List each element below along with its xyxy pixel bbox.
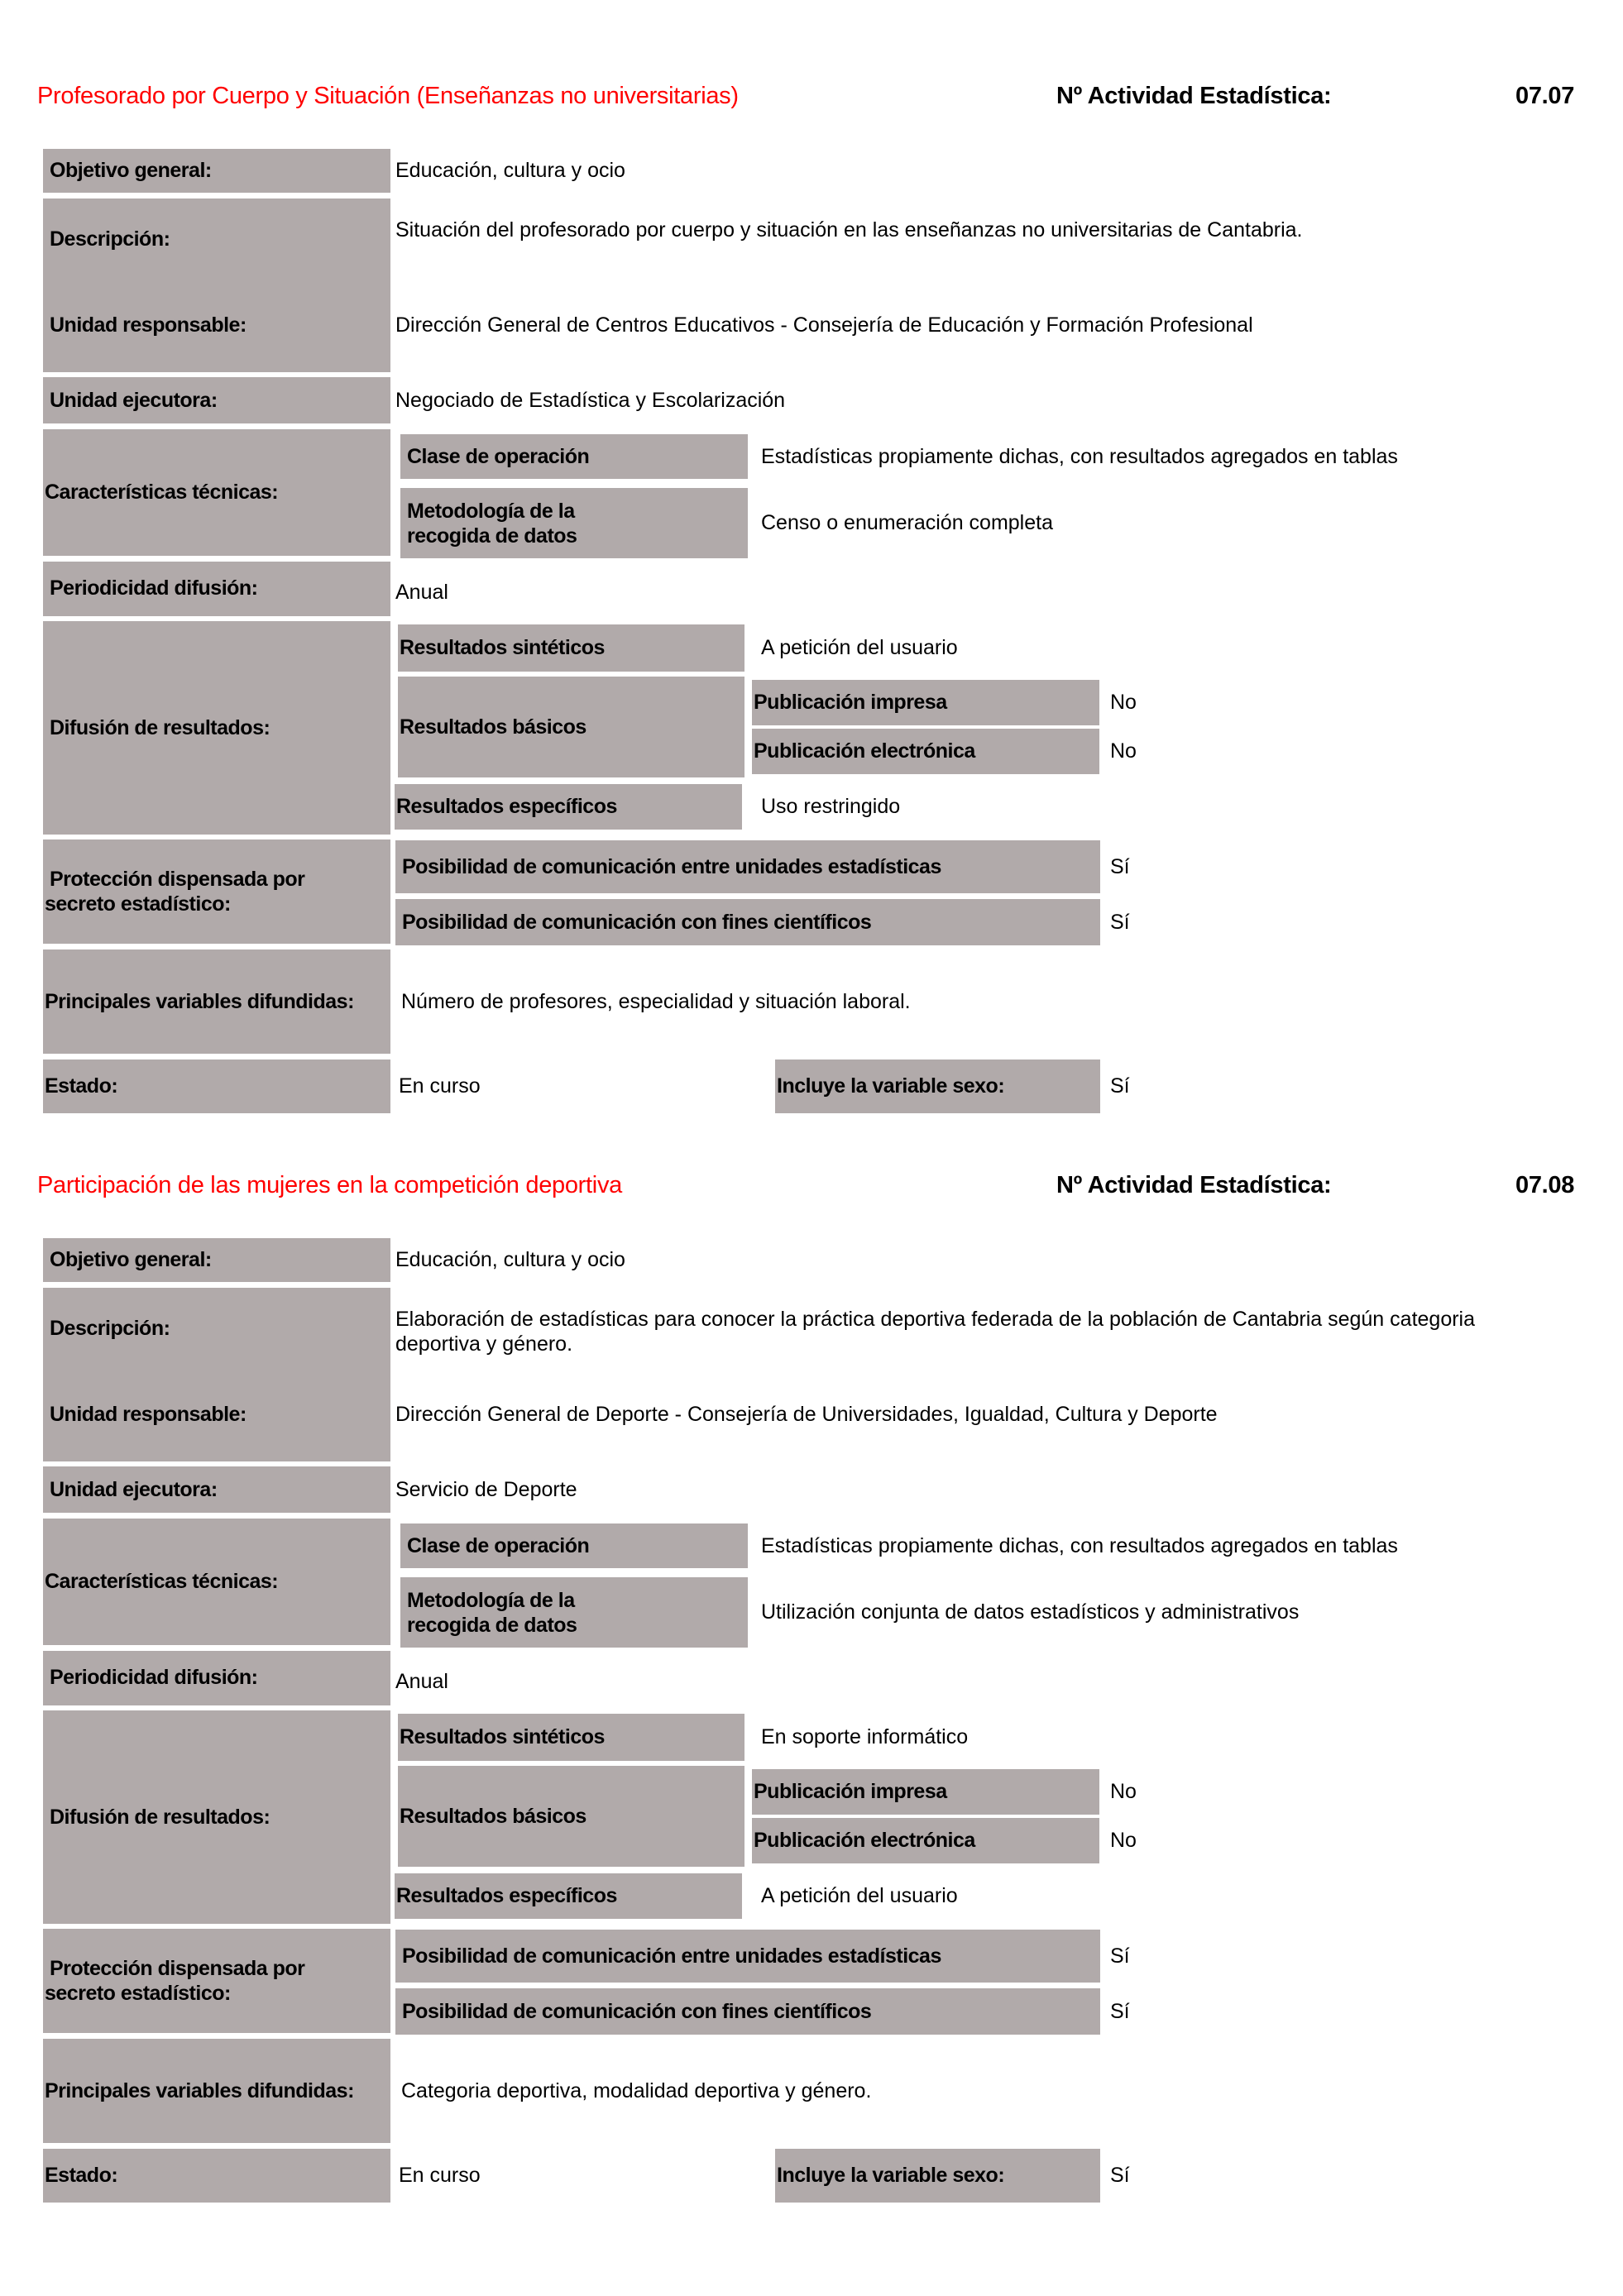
- objetivo-value: Educación, cultura y ocio: [395, 1248, 625, 1271]
- metodologia-label-line-1: Metodología de la: [407, 1588, 575, 1612]
- publicacion-impresa-value: No: [1110, 1780, 1137, 1803]
- proteccion-label: [43, 1929, 390, 2033]
- incluye-sexo-label: Incluye la variable sexo:: [775, 1060, 1100, 1113]
- periodicidad-label: Periodicidad difusión:: [43, 562, 390, 616]
- unidad-responsable-value: Dirección General de Centros Educativos - Consejería de Educación y Formación Profesional: [395, 313, 1253, 337]
- posibilidad-cientificos-value: Sí: [1110, 1999, 1130, 2023]
- activity-title: Profesorado por Cuerpo y Situación (Enseñanzas no universitarias): [37, 83, 739, 109]
- resultados-basicos-label: Resultados básicos: [398, 677, 744, 777]
- activity-title: Participación de las mujeres en la competición deportiva: [37, 1172, 622, 1198]
- metodologia-label-line-1: Metodología de la: [407, 499, 575, 523]
- unidad-responsable-label: Unidad responsable:: [50, 1403, 247, 1426]
- publicacion-impresa-label: Publicación impresa: [752, 680, 1099, 725]
- resultados-especificos-value: A petición del usuario: [761, 1884, 958, 1907]
- periodicidad-label: Periodicidad difusión:: [43, 1651, 390, 1705]
- metodologia-value: Censo o enumeración completa: [761, 511, 1053, 534]
- resultados-especificos-label: Resultados específicos: [395, 784, 742, 830]
- objetivo-value: Educación, cultura y ocio: [395, 159, 625, 182]
- estado-value: En curso: [399, 1074, 481, 1098]
- posibilidad-cientificos-label: Posibilidad de comunicación con fines científicos: [395, 899, 1100, 945]
- unidad-ejecutora-label: Unidad ejecutora:: [43, 1466, 390, 1513]
- metodologia-label-line-2: recogida de datos: [407, 1613, 577, 1637]
- resultados-especificos-value: Uso restringido: [761, 795, 901, 818]
- periodicidad-value: Anual: [395, 581, 448, 604]
- resultados-basicos-label: Resultados básicos: [398, 1766, 744, 1867]
- proteccion-label-line-2: secreto estadístico:: [45, 892, 231, 916]
- incluye-sexo-value: Sí: [1110, 2164, 1130, 2187]
- posibilidad-cientificos-label: Posibilidad de comunicación con fines científicos: [395, 1988, 1100, 2035]
- descripcion-responsable-block: [43, 1288, 390, 1461]
- publicacion-impresa-label: Publicación impresa: [752, 1769, 1099, 1815]
- proteccion-label: [43, 839, 390, 944]
- resultados-sinteticos-label: Resultados sintéticos: [398, 624, 744, 672]
- periodicidad-value: Anual: [395, 1670, 448, 1693]
- posibilidad-unidades-label: Posibilidad de comunicación entre unidades estadísticas: [395, 840, 1100, 893]
- estado-label: Estado:: [43, 2149, 390, 2203]
- descripcion-label: Descripción:: [50, 1317, 170, 1340]
- clase-operacion-label: Clase de operación: [400, 434, 748, 479]
- caracteristicas-label: Características técnicas:: [43, 1519, 390, 1645]
- resultados-sinteticos-value: En soporte informático: [761, 1725, 969, 1748]
- descripcion-value: [395, 218, 1587, 242]
- objetivo-label: Objetivo general:: [43, 1238, 390, 1282]
- publicacion-electronica-label: Publicación electrónica: [752, 1818, 1099, 1863]
- estado-label: Estado:: [43, 1060, 390, 1113]
- principales-variables-label: Principales variables difundidas:: [43, 949, 390, 1054]
- descripcion-responsable-block: [43, 199, 390, 372]
- unidad-responsable-label: Unidad responsable:: [50, 313, 247, 337]
- proteccion-label-line-2: secreto estadístico:: [45, 1982, 231, 2005]
- proteccion-label-line-1: Protección dispensada por: [50, 868, 305, 891]
- posibilidad-cientificos-value: Sí: [1110, 910, 1130, 934]
- incluye-sexo-value: Sí: [1110, 1074, 1130, 1098]
- resultados-especificos-label: Resultados específicos: [395, 1873, 742, 1919]
- proteccion-label-line-1: Protección dispensada por: [50, 1957, 305, 1980]
- descripcion-line-2: deportiva y género.: [395, 1332, 573, 1356]
- difusion-label: Difusión de resultados:: [43, 621, 390, 835]
- principales-variables-value: Número de profesores, especialidad y situación laboral.: [401, 989, 911, 1013]
- publicacion-electronica-label: Publicación electrónica: [752, 729, 1099, 774]
- incluye-sexo-label: Incluye la variable sexo:: [775, 2149, 1100, 2203]
- clase-operacion-value: Estadísticas propiamente dichas, con resultados agregados en tablas: [761, 444, 1398, 468]
- unidad-ejecutora-value: Servicio de Deporte: [395, 1477, 577, 1501]
- posibilidad-unidades-label: Posibilidad de comunicación entre unidades estadísticas: [395, 1930, 1100, 1983]
- metodologia-label: [400, 1577, 748, 1648]
- descripcion-line-1: Elaboración de estadísticas para conocer la práctica deportiva federada de la población de Cantabria según categoria: [395, 1308, 1476, 1331]
- descripcion-value: [395, 1307, 1587, 1356]
- descripcion-line-1: Situación del profesorado por cuerpo y situación en las enseñanzas no universitarias de Cantabria.: [395, 218, 1303, 242]
- publicacion-electronica-value: No: [1110, 739, 1137, 763]
- activity-number-label: Nº Actividad Estadística:: [1056, 83, 1332, 109]
- posibilidad-unidades-value: Sí: [1110, 854, 1130, 878]
- descripcion-label: Descripción:: [50, 227, 170, 251]
- unidad-responsable-value: Dirección General de Deporte - Consejería de Universidades, Igualdad, Cultura y Deporte: [395, 1403, 1218, 1426]
- metodologia-value: Utilización conjunta de datos estadísticos y administrativos: [761, 1600, 1300, 1624]
- resultados-sinteticos-label: Resultados sintéticos: [398, 1714, 744, 1761]
- metodologia-label-line-2: recogida de datos: [407, 524, 577, 548]
- publicacion-impresa-value: No: [1110, 691, 1137, 714]
- statistical-activity-sheet: [0, 0, 1623, 1098]
- unidad-ejecutora-value: Negociado de Estadística y Escolarización: [395, 388, 786, 412]
- clase-operacion-value: Estadísticas propiamente dichas, con resultados agregados en tablas: [761, 1533, 1398, 1557]
- difusion-label: Difusión de resultados:: [43, 1710, 390, 1924]
- caracteristicas-label: Características técnicas:: [43, 429, 390, 556]
- principales-variables-value: Categoria deportiva, modalidad deportiva y género.: [401, 2078, 872, 2102]
- activity-number: 07.07: [1515, 83, 1575, 109]
- statistical-activity-sheet: [0, 1089, 1623, 2187]
- resultados-sinteticos-value: A petición del usuario: [761, 636, 958, 659]
- activity-number-label: Nº Actividad Estadística:: [1056, 1172, 1332, 1198]
- objetivo-label: Objetivo general:: [43, 149, 390, 193]
- metodologia-label: [400, 488, 748, 558]
- activity-number: 07.08: [1515, 1172, 1575, 1198]
- principales-variables-label: Principales variables difundidas:: [43, 2039, 390, 2143]
- estado-value: En curso: [399, 2164, 481, 2187]
- clase-operacion-label: Clase de operación: [400, 1523, 748, 1568]
- publicacion-electronica-value: No: [1110, 1829, 1137, 1852]
- unidad-ejecutora-label: Unidad ejecutora:: [43, 377, 390, 423]
- posibilidad-unidades-value: Sí: [1110, 1944, 1130, 1968]
